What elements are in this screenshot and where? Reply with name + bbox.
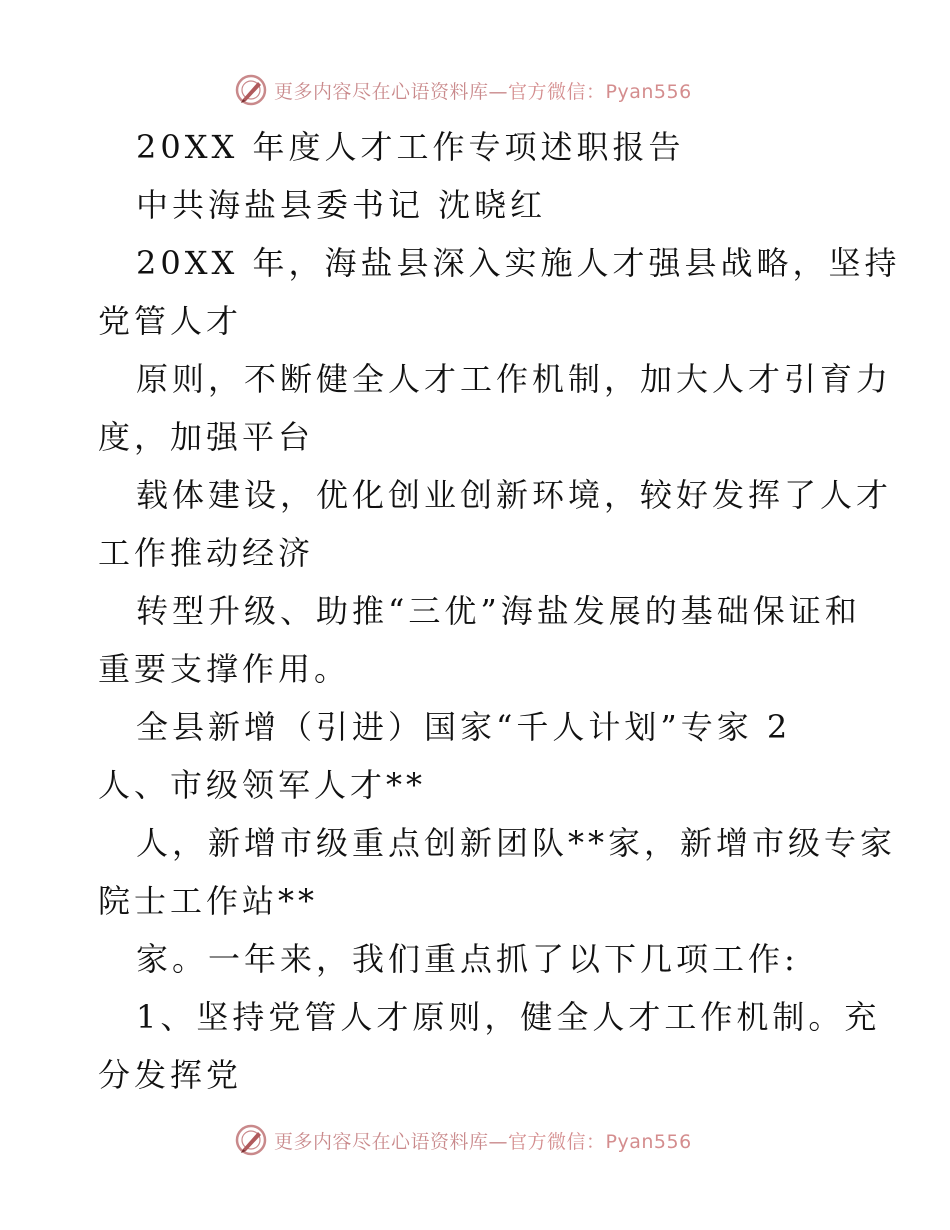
paragraph-line: 院士工作站** <box>98 882 319 920</box>
banner-wechat-text: 官方微信：Pyan556 <box>508 1130 692 1153</box>
header-watermark-banner <box>234 70 692 110</box>
paragraph-line: 人，新增市级重点创新团队**家，新增市级专家 <box>136 824 897 862</box>
quill-pen-logo-icon <box>234 73 268 107</box>
paragraph-line: 载体建设，优化创业创新环境，较好发挥了人才 <box>136 476 893 514</box>
banner-text <box>274 1127 692 1154</box>
paragraph-line: 工作推动经济 <box>98 534 315 572</box>
paragraph-line: 家。一年来，我们重点抓了以下几项工作: <box>136 940 799 978</box>
paragraph-line: 原则，不断健全人才工作机制，加大人才引育力 <box>136 360 893 398</box>
paragraph-line: 人、市级领军人才** <box>98 766 427 804</box>
footer-watermark-banner <box>234 1120 692 1160</box>
banner-text <box>274 77 692 104</box>
paragraph-line: 分发挥党 <box>98 1056 243 1094</box>
paragraph-line: 20XX 年，海盐县深入实施人才强县战略，坚持 <box>136 244 901 282</box>
banner-site-text: 更多内容尽在心语资料库 <box>274 80 489 103</box>
document-body <box>98 118 901 1104</box>
paragraph-line: 全县新增（引进）国家“千人计划”专家 2 <box>136 708 792 746</box>
banner-wechat-text: 官方微信：Pyan556 <box>508 80 692 103</box>
banner-site-text: 更多内容尽在心语资料库 <box>274 1130 489 1153</box>
banner-dash: — <box>488 1130 509 1153</box>
document-author: 中共海盐县委书记 沈晓红 <box>136 186 547 224</box>
banner-dash: — <box>488 80 509 103</box>
paragraph-line: 党管人才 <box>98 302 243 340</box>
paragraph-line: 度，加强平台 <box>98 418 315 456</box>
paragraph-line: 1、坚持党管人才原则，健全人才工作机制。充 <box>136 998 881 1036</box>
quill-pen-logo-icon <box>234 1123 268 1157</box>
document-title: 20XX 年度人才工作专项述职报告 <box>136 128 685 166</box>
paragraph-line: 重要支撑作用。 <box>98 650 351 688</box>
paragraph-line: 转型升级、助推“三优”海盐发展的基础保证和 <box>136 592 861 630</box>
